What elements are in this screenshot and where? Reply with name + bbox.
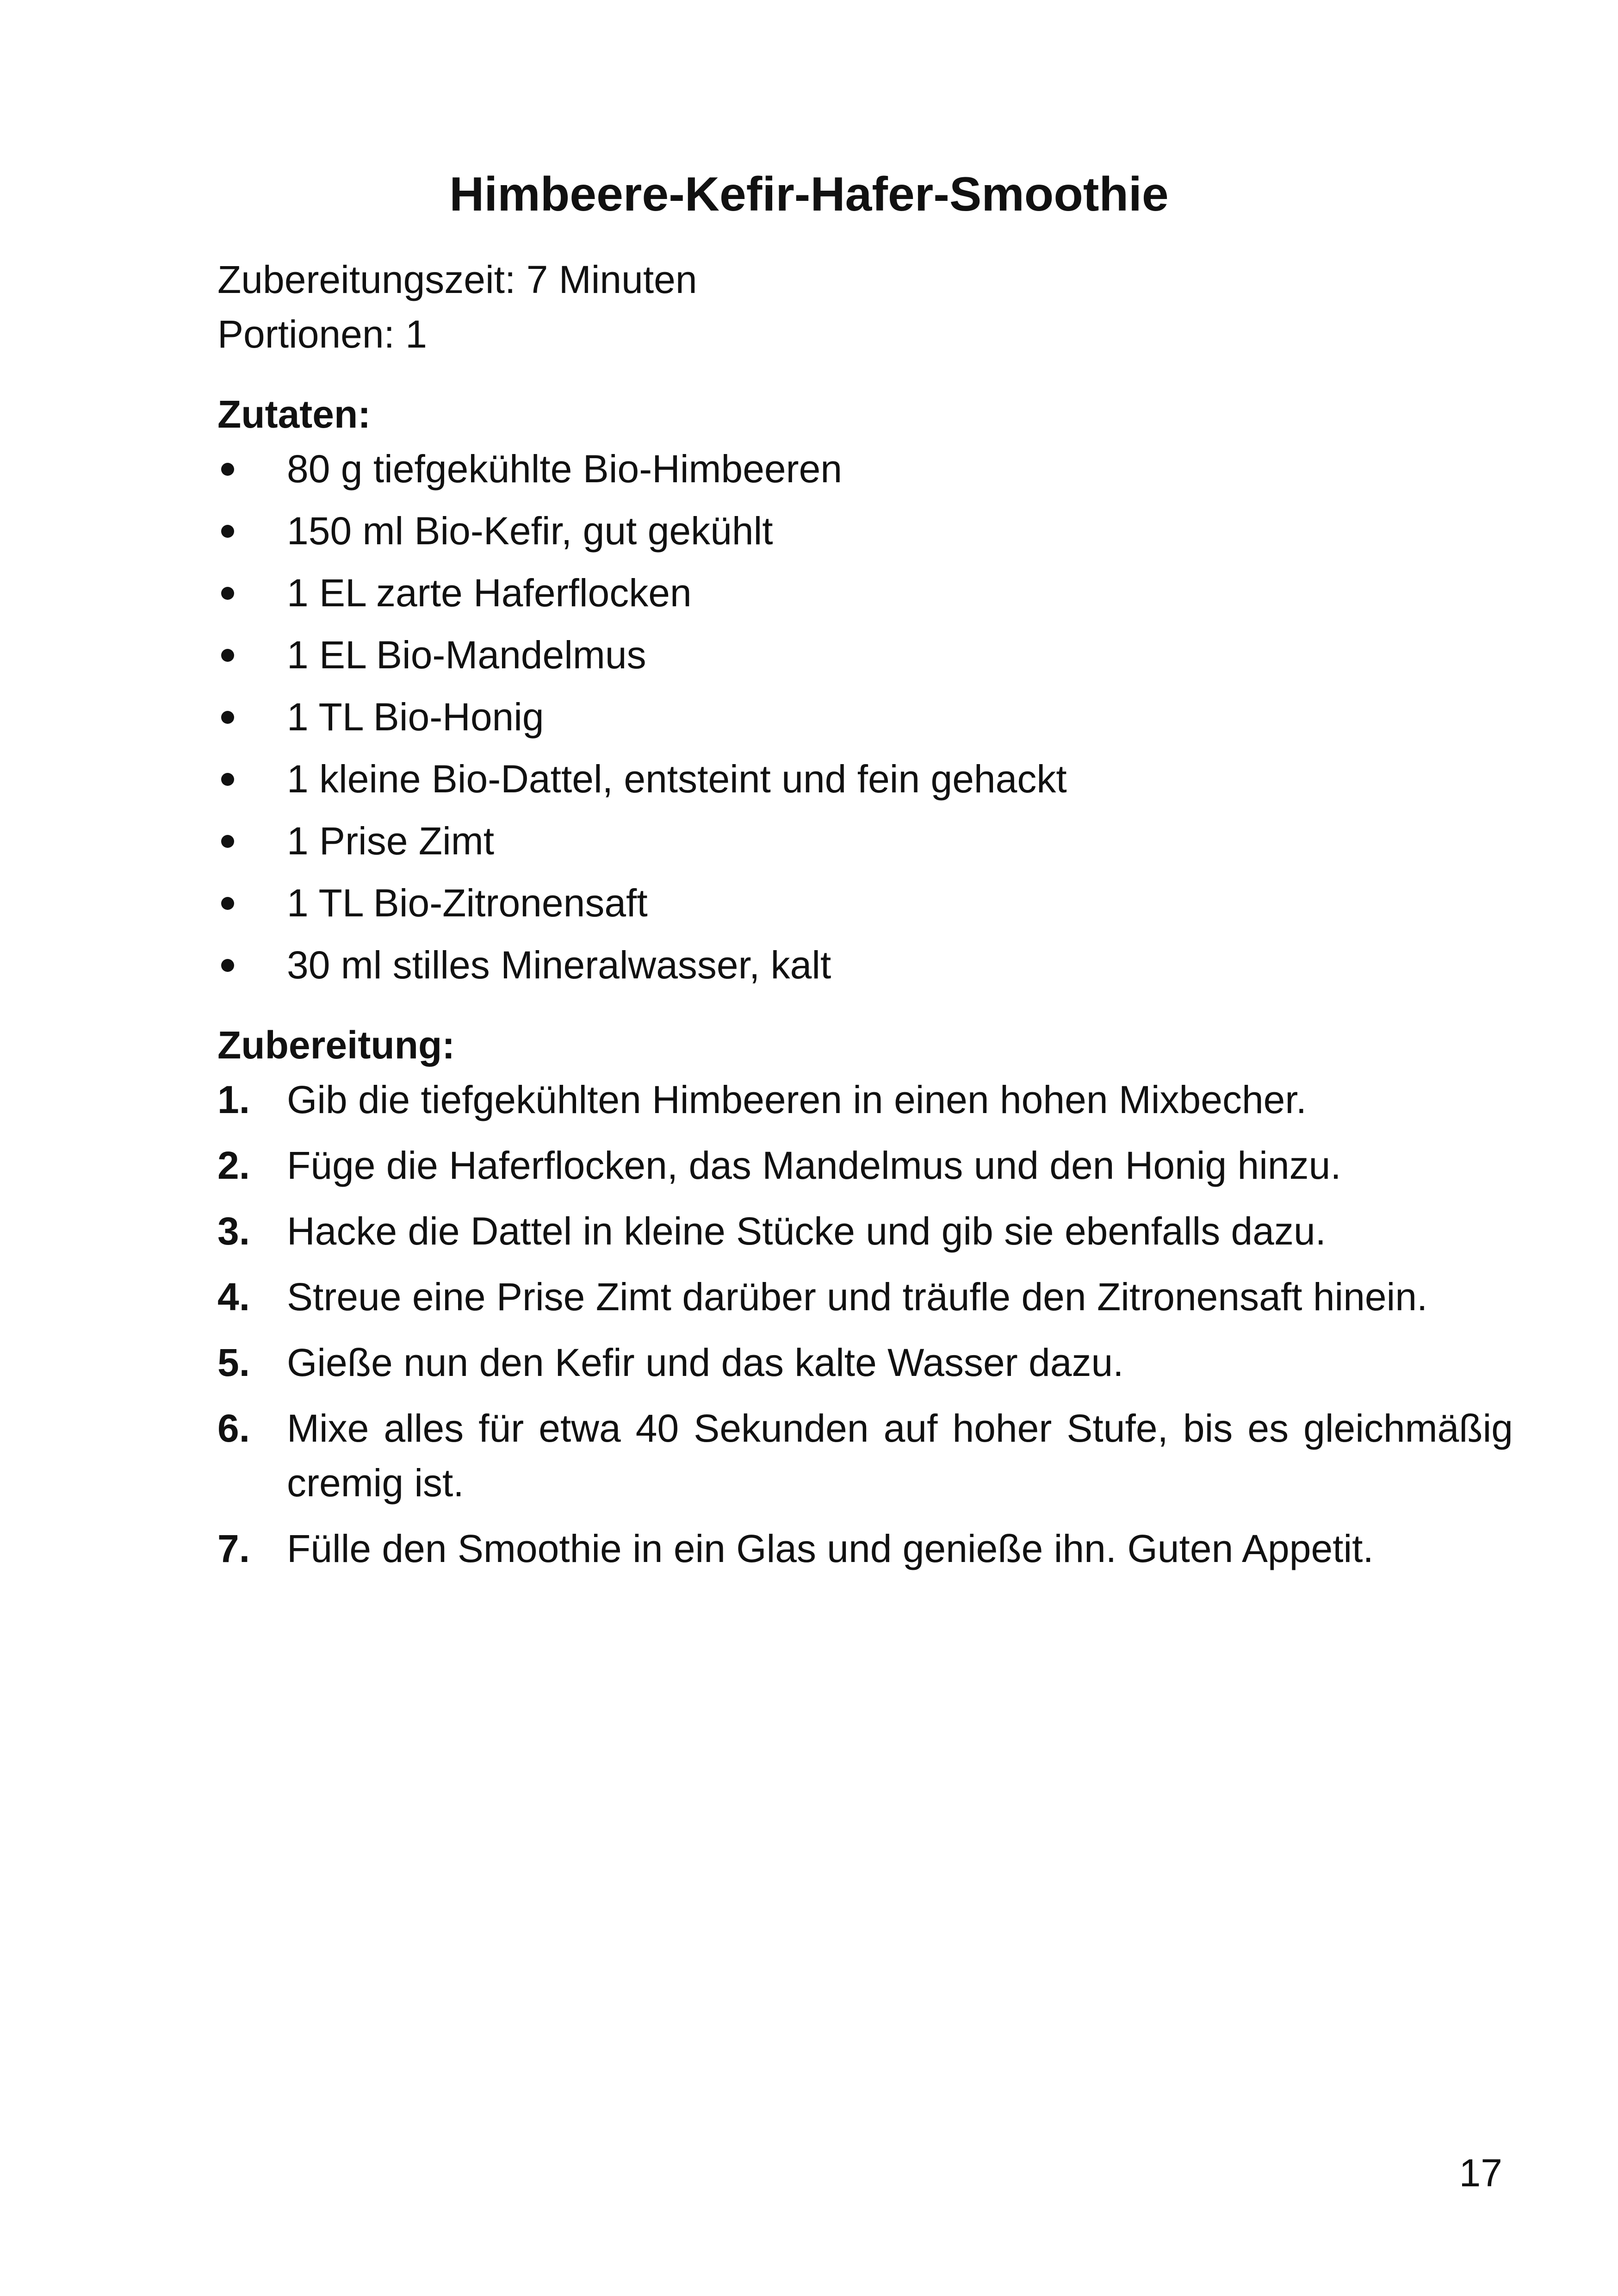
step-item xyxy=(217,1269,1513,1324)
ingredient-item xyxy=(217,938,1513,992)
prep-time: Zubereitungszeit: 7 Minuten xyxy=(217,258,697,301)
step-item xyxy=(217,1072,1513,1127)
step-text: Füge die Haferflocken, das Mandelmus und den Honig hinzu. xyxy=(287,1144,1341,1187)
ingredient-text: 1 EL zarte Haferflocken xyxy=(287,571,692,615)
ingredient-text: 1 Prise Zimt xyxy=(287,819,495,863)
bullet-icon xyxy=(221,773,234,786)
ingredient-text: 30 ml stilles Mineralwasser, kalt xyxy=(287,943,831,987)
step-number: 3. xyxy=(217,1209,250,1253)
ingredient-text: 80 g tiefgekühlte Bio-Himbeeren xyxy=(287,447,843,491)
ingredient-item xyxy=(217,814,1513,868)
bullet-icon xyxy=(221,959,234,972)
step-number: 4. xyxy=(217,1275,250,1319)
step-item xyxy=(217,1521,1513,1576)
step-text: Streue eine Prise Zimt darüber und träufle den Zitronensaft hinein. xyxy=(287,1275,1428,1319)
step-text: Hacke die Dattel in kleine Stücke und gib sie ebenfalls dazu. xyxy=(287,1209,1327,1253)
ingredient-text: 1 TL Bio-Zitronensaft xyxy=(287,881,648,925)
ingredient-item xyxy=(217,566,1513,620)
step-item xyxy=(217,1138,1513,1193)
ingredients-heading: Zutaten: xyxy=(217,392,371,436)
step-item xyxy=(217,1335,1513,1390)
ingredient-text: 1 kleine Bio-Dattel, entsteint und fein gehackt xyxy=(287,757,1067,801)
bullet-icon xyxy=(221,463,234,476)
recipe-title: Himbeere-Kefir-Hafer-Smoothie xyxy=(449,168,1169,221)
bullet-icon xyxy=(221,649,234,662)
recipe-content xyxy=(217,252,1513,1587)
step-text: Fülle den Smoothie in ein Glas und genieße ihn. Guten Appetit. xyxy=(287,1527,1374,1570)
step-text: Mixe alles für etwa 40 Sekunden auf hoher Stufe, bis es gleichmäßig cremig ist. xyxy=(287,1406,1513,1505)
ingredient-item xyxy=(217,690,1513,744)
ingredient-item xyxy=(217,752,1513,806)
ingredients-list xyxy=(217,442,1513,992)
preparation-heading: Zubereitung: xyxy=(217,1023,455,1067)
bullet-icon xyxy=(221,897,234,910)
bullet-icon xyxy=(221,711,234,724)
ingredient-text: 1 EL Bio-Mandelmus xyxy=(287,633,646,677)
step-number: 7. xyxy=(217,1527,250,1570)
ingredient-item xyxy=(217,442,1513,496)
step-text: Gib die tiefgekühlten Himbeeren in einen hohen Mixbecher. xyxy=(287,1078,1307,1121)
bullet-icon xyxy=(221,835,234,848)
step-number: 1. xyxy=(217,1078,250,1121)
step-text: Gieße nun den Kefir und das kalte Wasser dazu. xyxy=(287,1341,1124,1384)
step-number: 2. xyxy=(217,1144,250,1187)
page-number: 17 xyxy=(1459,2151,1502,2195)
bullet-icon xyxy=(221,525,234,538)
ingredient-item xyxy=(217,876,1513,930)
bullet-icon xyxy=(221,587,234,600)
ingredient-text: 150 ml Bio-Kefir, gut gekühlt xyxy=(287,509,773,553)
ingredient-text: 1 TL Bio-Honig xyxy=(287,695,544,739)
step-number: 6. xyxy=(217,1406,250,1450)
servings: Portionen: 1 xyxy=(217,312,427,356)
step-item xyxy=(217,1401,1513,1510)
preparation-steps xyxy=(217,1072,1513,1576)
ingredient-item xyxy=(217,504,1513,558)
ingredient-item xyxy=(217,628,1513,682)
step-item xyxy=(217,1204,1513,1258)
step-number: 5. xyxy=(217,1341,250,1384)
